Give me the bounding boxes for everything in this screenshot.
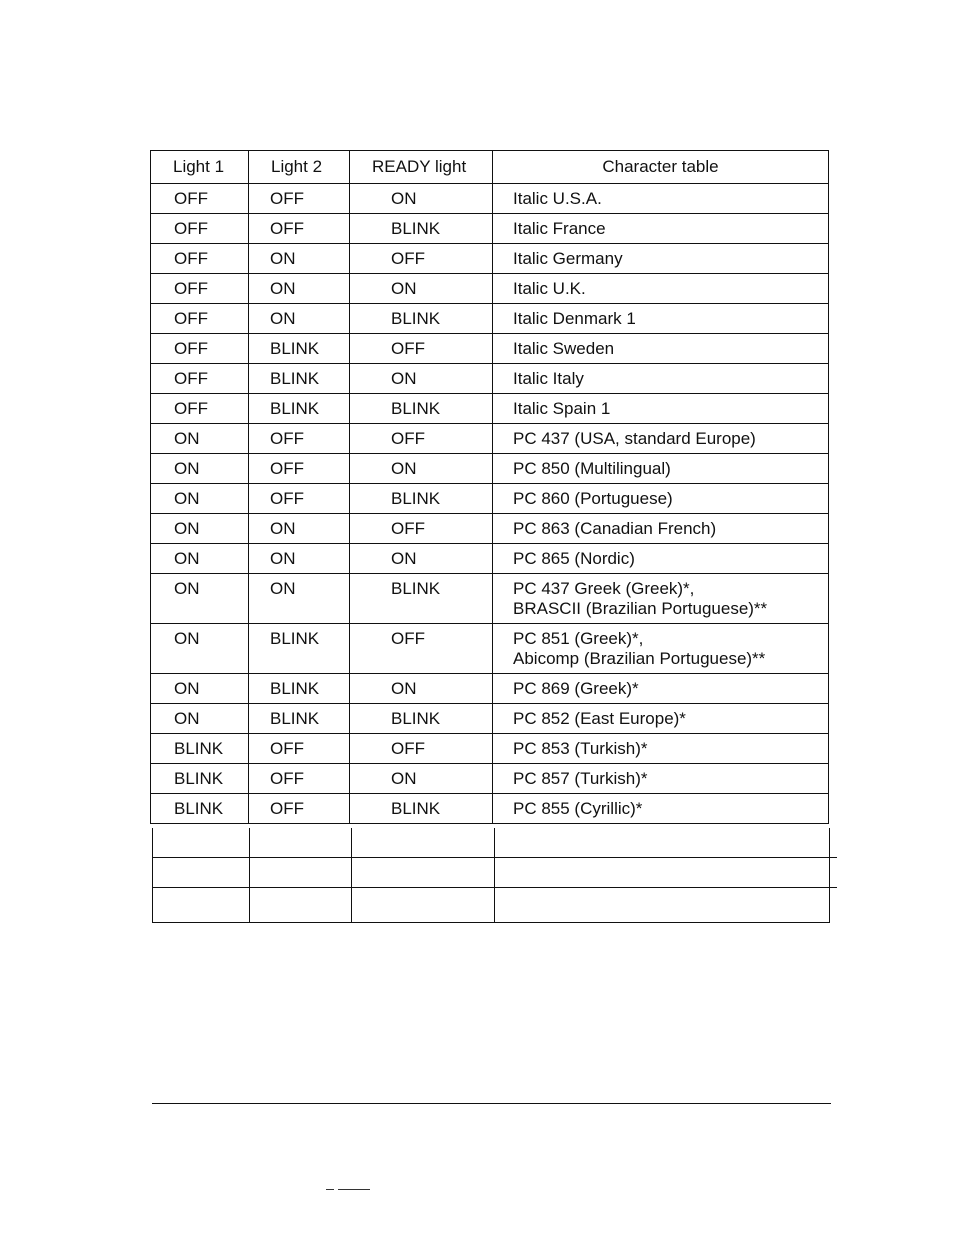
character-table-cell: PC 850 (Multilingual)	[493, 454, 829, 484]
light-1-cell: OFF	[151, 364, 249, 394]
grid-line	[351, 828, 352, 922]
character-table	[150, 150, 829, 824]
ready-light-cell: OFF	[350, 244, 493, 274]
character-table-cell: Italic U.K.	[493, 274, 829, 304]
ready-light-cell: ON	[350, 454, 493, 484]
light-1-cell: OFF	[151, 184, 249, 214]
table-row	[151, 574, 829, 624]
light-2-cell: OFF	[249, 424, 350, 454]
header-character-table: Character table	[493, 151, 829, 184]
character-table-cell: PC 852 (East Europe)*	[493, 704, 829, 734]
grid-line	[153, 887, 837, 888]
character-table-cell: Italic France	[493, 214, 829, 244]
table-row	[151, 394, 829, 424]
scan-mark	[326, 1189, 334, 1190]
light-1-cell: ON	[151, 544, 249, 574]
table-row	[151, 304, 829, 334]
footer-rule	[152, 1103, 831, 1104]
light-1-cell: OFF	[151, 274, 249, 304]
character-table-cell: PC 869 (Greek)*	[493, 674, 829, 704]
grid-line	[153, 857, 837, 858]
table-row	[151, 334, 829, 364]
table-row	[151, 624, 829, 674]
character-table-cell: PC 860 (Portuguese)	[493, 484, 829, 514]
light-2-cell: BLINK	[249, 674, 350, 704]
light-1-cell: ON	[151, 424, 249, 454]
character-table-cell: PC 853 (Turkish)*	[493, 734, 829, 764]
scan-mark	[338, 1189, 370, 1190]
table-row	[151, 214, 829, 244]
character-table-cell: Italic Spain 1	[493, 394, 829, 424]
ready-light-cell: ON	[350, 184, 493, 214]
light-2-cell: BLINK	[249, 624, 350, 674]
ready-light-cell: BLINK	[350, 304, 493, 334]
ready-light-cell: ON	[350, 274, 493, 304]
ready-light-cell: BLINK	[350, 214, 493, 244]
light-2-cell: OFF	[249, 764, 350, 794]
character-table-cell: PC 863 (Canadian French)	[493, 514, 829, 544]
light-1-cell: BLINK	[151, 764, 249, 794]
table-row	[151, 484, 829, 514]
ready-light-cell: OFF	[350, 514, 493, 544]
table-row	[151, 794, 829, 824]
ready-light-cell: BLINK	[350, 794, 493, 824]
character-table-cell	[493, 574, 829, 624]
light-2-cell: OFF	[249, 484, 350, 514]
ready-light-cell: BLINK	[350, 574, 493, 624]
light-2-cell: ON	[249, 514, 350, 544]
ready-light-cell: BLINK	[350, 704, 493, 734]
character-table-cell: Italic U.S.A.	[493, 184, 829, 214]
table-row	[151, 454, 829, 484]
light-2-cell: BLINK	[249, 334, 350, 364]
character-table-cell: Italic Denmark 1	[493, 304, 829, 334]
grid-line	[494, 828, 495, 922]
ready-light-cell: OFF	[350, 624, 493, 674]
light-2-cell: ON	[249, 574, 350, 624]
header-ready-light: READY light	[350, 151, 493, 184]
grid-line	[249, 828, 250, 922]
table-row	[151, 424, 829, 454]
light-2-cell: OFF	[249, 734, 350, 764]
table-row	[151, 674, 829, 704]
ready-light-cell: OFF	[350, 734, 493, 764]
light-1-cell: OFF	[151, 304, 249, 334]
table-row	[151, 274, 829, 304]
light-1-cell: ON	[151, 674, 249, 704]
light-1-cell: BLINK	[151, 794, 249, 824]
light-2-cell: OFF	[249, 214, 350, 244]
character-table-line-1: PC 437 Greek (Greek)*,	[513, 579, 695, 598]
table-row	[151, 734, 829, 764]
light-2-cell: ON	[249, 544, 350, 574]
light-2-cell: ON	[249, 244, 350, 274]
light-1-cell: ON	[151, 514, 249, 544]
light-2-cell: OFF	[249, 794, 350, 824]
ready-light-cell: OFF	[350, 334, 493, 364]
character-table-cell: Italic Sweden	[493, 334, 829, 364]
character-table-cell: PC 865 (Nordic)	[493, 544, 829, 574]
light-2-cell: BLINK	[249, 394, 350, 424]
character-table-cell: PC 857 (Turkish)*	[493, 764, 829, 794]
table-row	[151, 764, 829, 794]
light-2-cell: BLINK	[249, 364, 350, 394]
light-1-cell: OFF	[151, 214, 249, 244]
empty-table-rows	[152, 828, 830, 923]
ready-light-cell: OFF	[350, 424, 493, 454]
character-table-cell: PC 855 (Cyrillic)*	[493, 794, 829, 824]
character-table-line-2: BRASCII (Brazilian Portuguese)**	[513, 599, 768, 618]
character-table-line-1: PC 851 (Greek)*,	[513, 629, 644, 648]
ready-light-cell: ON	[350, 674, 493, 704]
header-light-2: Light 2	[249, 151, 350, 184]
light-1-cell: ON	[151, 574, 249, 624]
ready-light-cell: ON	[350, 764, 493, 794]
character-table-cell	[493, 624, 829, 674]
light-2-cell: ON	[249, 304, 350, 334]
light-1-cell: ON	[151, 454, 249, 484]
table-row	[151, 544, 829, 574]
light-2-cell: ON	[249, 274, 350, 304]
light-1-cell: ON	[151, 484, 249, 514]
ready-light-cell: ON	[350, 544, 493, 574]
character-table-cell: PC 437 (USA, standard Europe)	[493, 424, 829, 454]
table-row	[151, 514, 829, 544]
table-row	[151, 364, 829, 394]
light-2-cell: BLINK	[249, 704, 350, 734]
light-1-cell: BLINK	[151, 734, 249, 764]
ready-light-cell: ON	[350, 364, 493, 394]
light-1-cell: OFF	[151, 334, 249, 364]
table-row	[151, 244, 829, 274]
light-1-cell: ON	[151, 624, 249, 674]
header-light-1: Light 1	[151, 151, 249, 184]
character-table-cell: Italic Italy	[493, 364, 829, 394]
light-1-cell: OFF	[151, 394, 249, 424]
ready-light-cell: BLINK	[350, 484, 493, 514]
table-row	[151, 704, 829, 734]
table-row	[151, 184, 829, 214]
light-2-cell: OFF	[249, 454, 350, 484]
character-table-cell: Italic Germany	[493, 244, 829, 274]
header-row	[151, 151, 829, 184]
ready-light-cell: BLINK	[350, 394, 493, 424]
light-1-cell: ON	[151, 704, 249, 734]
light-2-cell: OFF	[249, 184, 350, 214]
light-1-cell: OFF	[151, 244, 249, 274]
character-table-line-2: Abicomp (Brazilian Portuguese)**	[513, 649, 766, 668]
